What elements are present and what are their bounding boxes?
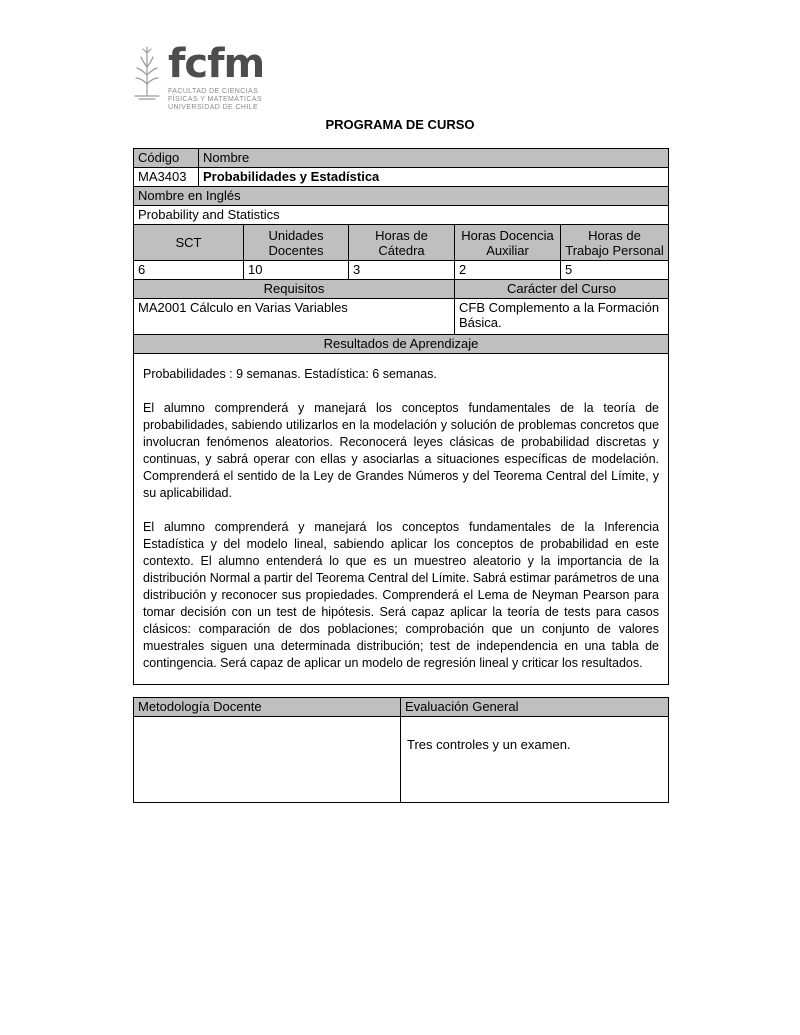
metodologia-value-cell — [134, 717, 401, 803]
row-resultados-body — [134, 354, 669, 685]
horas-docencia-auxiliar-value-cell: 2 — [455, 261, 561, 280]
horas-trabajo-personal-value-cell: 5 — [561, 261, 669, 280]
logo-caption-line-2: FÍSICAS Y MATEMÁTICAS — [168, 96, 262, 103]
row-requisitos-caracter-header — [134, 280, 669, 299]
sct-header-cell: SCT — [134, 225, 244, 261]
caracter-value-cell: CFB Complemento a la Formación Básica. — [455, 299, 669, 335]
row-method-values — [134, 717, 669, 803]
row-nombre-ingles-value — [134, 206, 669, 225]
logo-caption-line-1: FACULTAD DE CIENCIAS — [168, 88, 259, 95]
resultados-label-cell: Resultados de Aprendizaje — [134, 335, 669, 354]
horas-trabajo-personal-header-cell: Horas de Trabajo Personal — [561, 225, 669, 261]
nombre-ingles-label-cell: Nombre en Inglés — [134, 187, 669, 206]
row-nombre-ingles-header — [134, 187, 669, 206]
caracter-label-cell: Carácter del Curso — [455, 280, 669, 299]
horas-docencia-auxiliar-header-cell: Horas Docencia Auxiliar — [455, 225, 561, 261]
methodology-evaluation-table — [133, 697, 669, 803]
codigo-value-cell: MA3403 — [134, 168, 199, 187]
row-resultados-header — [134, 335, 669, 354]
evaluacion-value-cell: Tres controles y un examen. — [401, 717, 669, 803]
unidades-docentes-header-cell: Unidades Docentes — [244, 225, 349, 261]
nombre-ingles-value-cell: Probability and Statistics — [134, 206, 669, 225]
row-codigo-nombre-values — [134, 168, 669, 187]
course-info-table — [133, 148, 669, 685]
resultados-paragraph-2: El alumno comprenderá y manejará los conceptos fundamentales de la teoría de probabilidades, sabiendo utilizarlos en la modelación y solución de problemas concretos que involucran fenómenos aleatorios. Reconocerá leyes clásicas de probabilidad discretas y continuas, y sabrá operar con ellas y asociarlas a situaciones específicas de modelación. Comprenderá el sentido de la Ley de Grandes Números y del Teorema Central del Límite, y su aplicabilidad. — [143, 401, 660, 500]
row-credit-values — [134, 261, 669, 280]
fcfm-tree-emblem-icon — [130, 44, 164, 102]
unidades-docentes-value-cell: 10 — [244, 261, 349, 280]
requisitos-value-cell: MA2001 Cálculo en Varias Variables — [134, 299, 455, 335]
evaluacion-label-cell: Evaluación General — [401, 698, 669, 717]
requisitos-label-cell: Requisitos — [134, 280, 455, 299]
logo-brand-text: fcfm — [168, 41, 265, 87]
resultados-paragraph-3: El alumno comprenderá y manejará los conceptos fundamentales de la Inferencia Estadística y del modelo lineal, sabiendo aplicar los conceptos de probabilidad en este contexto. El alumno entenderá lo que es un muestreo aleatorio y la importancia de la distribución Normal a partir del Teorema Central del Límite. Sabrá estimar parámetros de una distribución y reconocer sus propiedades. Comprenderá el Lema de Neyman Pearson para tomar decisión con un test de hipótesis. Será capaz aplicar la teoría de tests para casos clásicos: comparación de dos poblaciones; comprobación que un conjunto de valores muestrales siguen una determinada distribución; test de independencia en una tabla de contingencia. Será capaz de aplicar un modelo de regresión lineal y criticar los resultados. — [143, 520, 660, 670]
codigo-label-cell: Código — [134, 149, 199, 168]
logo-caption — [168, 88, 264, 112]
resultados-paragraph-1: Probabilidades : 9 semanas. Estadística: 6 semanas. — [143, 367, 437, 381]
row-method-headers — [134, 698, 669, 717]
nombre-label-cell: Nombre — [199, 149, 669, 168]
horas-catedra-value-cell: 3 — [349, 261, 455, 280]
metodologia-label-cell: Metodología Docente — [134, 698, 401, 717]
logo-caption-line-3: UNIVERSIDAD DE CHILE — [168, 104, 259, 111]
sct-value-cell: 6 — [134, 261, 244, 280]
resultados-body-cell — [134, 354, 669, 685]
row-codigo-nombre-header — [134, 149, 669, 168]
page-title: PROGRAMA DE CURSO — [325, 117, 475, 132]
horas-catedra-header-cell: Horas de Cátedra — [349, 225, 455, 261]
row-requisitos-caracter-values — [134, 299, 669, 335]
nombre-value-cell: Probabilidades y Estadística — [199, 168, 669, 187]
fcfm-logo — [130, 42, 264, 112]
row-credit-headers — [134, 225, 669, 261]
